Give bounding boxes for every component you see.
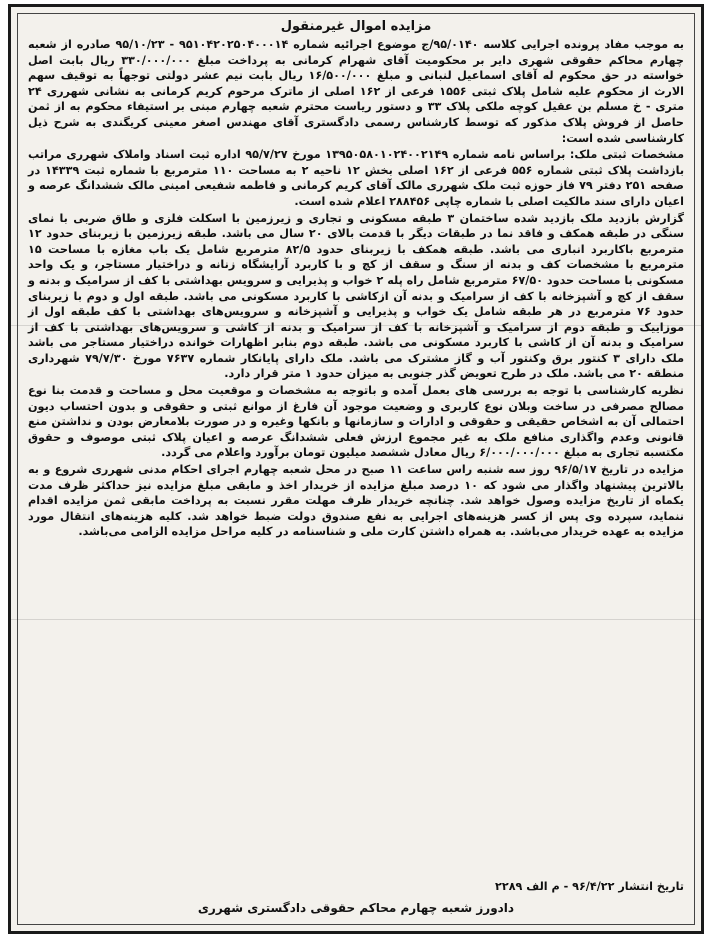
paragraph-registry-details: مشخصات ثبتی ملک: براساس نامه شماره ۱۳۹۵۰۵۸۰۱۰۲۴۰۰۲۱۴۹ مورخ ۹۵/۷/۲۷ اداره ثبت اسناد واملاک شهرری مراتب بازداشت پلاک ثبتی شماره ۵۵۶ فرعی از ۱۶۲ اصلی بخش ۱۲ ناحیه ۲ به مساحت ۱۱۰ مترمربع با شماره ثبت ۱۴۳۳۹ در صفحه ۲۵۱ دفتر ۷۹ فاز حوزه ثبت ملک شهرری مالک آقای کریم کرمانی و فاطمه شفیعی امینی مالک ششدانگ عرصه و اعیان دارای سند مالکیت اصلی با شماره چاپی ۲۸۸۴۵۶ اعلام شده است.	[28, 148, 685, 208]
paragraph-expert-opinion: نظریه کارشناسی با توجه به بررسی های بعمل آمده و باتوجه به مشخصات و موقعیت محل و مساحت و قدمت بنا نوع مصالح مصرفی در ساخت وبلان نوع کاربری و وضعیت موجود آن فارغ از موانع ثبتی و حقوقی و بدون احتساب دیون احتمالی آن به اشخاص حقیقی و حقوقی و ادارات و سازمانها و بانکها وغیره و در صورت بلامعارض بودن و نداشتن منع قانونی وعدم واگذاری منافع ملک به غیر مجموع ارزش فعلی ششدانگ عرصه و اعیان پلاک ثبتی موصوف و حقوق مکتسبه تجاری به مبلغ ۶/۰۰۰/۰۰۰/۰۰۰ ریال معادل ششصد میلیون تومان برآورد واعلام می گردد.	[28, 384, 684, 460]
notice-frame	[17, 13, 695, 925]
notice-footer	[28, 879, 684, 916]
signature-line: دادورز شعبه چهارم محاکم حقوقی دادگستری شهرری	[197, 901, 515, 915]
paragraph-case-details: به موجب مفاد پرونده اجرایی کلاسه ۹۵/۰۱۴۰/ج موضوع اجرائیه شماره ۹۵۱۰۴۲۰۲۵۰۴۰۰۰۱۴ - ۹۵/۱۰/۲۳ صادره از شعبه چهارم محاکم حقوقی شهری دایر بر محکومیت آقای شهرام کرمانی به پرداخت مبلغ ۳۳۰/۰۰۰/۰۰۰ ریال بابت اصل خواسته در حق محکوم له آقای اسماعیل لنبانی و مبلغ ۱۶/۵۰۰/۰۰۰ ریال بابت نیم عشر دولتی توجهاً به توقیف سهم الارث از محکوم علیه شامل پلاک ثبتی ۱۵۵۶ فرعی از ۱۶۲ اصلی از ماترک مرحوم کریم کرمانی به نشانی شهرری ۲۴ متری - خ مسلم بن عقیل کوچه ملکی پلاک ۳۳ و دستور ریاست محترم شعبه چهارم مبنی بر استیفاء محکوم به از ثمن حاصل از فروش پلاک مذکور که توسط کارشناس رسمی دادگستری آقای مهندس اصغر معینی کریگندی به شرح ذیل کارشناسی شده است:	[28, 38, 685, 145]
notice-title: مزایده اموال غیرمنقول	[280, 19, 432, 34]
newspaper-clipping	[8, 4, 704, 934]
paragraph-auction-terms: مزایده در تاریخ ۹۶/۵/۱۷ روز سه شنبه راس ساعت ۱۱ صبح در محل شعبه چهارم اجرای احکام مدنی شهرری شروع و به بالاترین پیشنهاد واگذار می شود که ۱۰ درصد مبلغ مزایده از خریدار اخذ و مابقی مبلغ مزایده نیز حداکثر ظرف مدت یکماه از تاریخ مزایده وصول خواهد شد. چنانچه خریدار ظرف مهلت مقرر نسبت به پرداخت مابقی ثمن مزایده اقدام ننماید، سپرده وی پس از کسر هزینه‌های اجرایی به نفع صندوق دولت ضبط خواهد شد. کلیه هزینه‌های انتقال مورد مزایده به عهده خریدار می‌باشد. به همراه داشتن کارت ملی و شناسنامه در کلیه مراحل مزایده الزامی می‌باشد.	[28, 463, 684, 539]
publication-date: تاریخ انتشار ۹۶/۴/۲۲ - م الف ۲۲۸۹	[495, 880, 684, 893]
paragraph-inspection-report: گزارش بازدید ملک بازدید شده ساختمان ۳ طبقه مسکونی و تجاری و زیرزمین با اسکلت فلزی و طاق ضربی با نمای سنگی در طبقه همکف و فاقد نما در طبقات دیگر با قدمت بالای ۲۰ سال می باشد. طبقه زیرزمین با زیربنای حدود ۱۲ مترمربع باکاربرد انباری می باشد. طبقه همکف با زیربنای حدود ۸۲/۵ مترمربع شامل یک باب مغازه با مساحت ۱۵ مترمربع با مشخصات کف و بدنه از سنگ و سقف از کچ و با کاربرد آرایشگاه زنانه و دراختیار مستاجر، و یک واحد مسکونی با مساحت حدود ۶۷/۵۰ مترمربع شامل راه پله ۲ خواب و پذیرایی و سرویس بهداشتی با کف از سرامیک و بدنه و سقف از کچ و آشپزخانه با کف از سرامیک و بدنه آن ازکاشی با کاربرد مسکونی می باشد. طبقه اول و دوم با زیربنای حدود ۷۶ مترمربع در هر طبقه شامل یک خواب و پذیرایی و آشپزخانه و سرویس‌های بهداشتی با کف طبقه اول از موزاییک و طبقه دوم از سرامیک و آشپزخانه با کف از سرامیک و بدنه از کاشی و سرویس‌های بهداشتی با کف از سرامیک و بدنه آن از کاشی با کاربرد مسکونی می باشد. طبقه دوم بنابر اظهارات خوانده دراختیار مستاجر می باشد ملک دارای ۳ کنتور برق وکنتور آب و گاز مشترک می باشد. ملک دارای پایانکار شماره ۷۶۳۷ مورخ ۷۹/۷/۳۰ شهرداری منطقه ۲۰ می باشد. ملک در طرح تعویض گذر جنوبی به میزان حدود ۱ متر قرار دارد.	[28, 211, 684, 381]
